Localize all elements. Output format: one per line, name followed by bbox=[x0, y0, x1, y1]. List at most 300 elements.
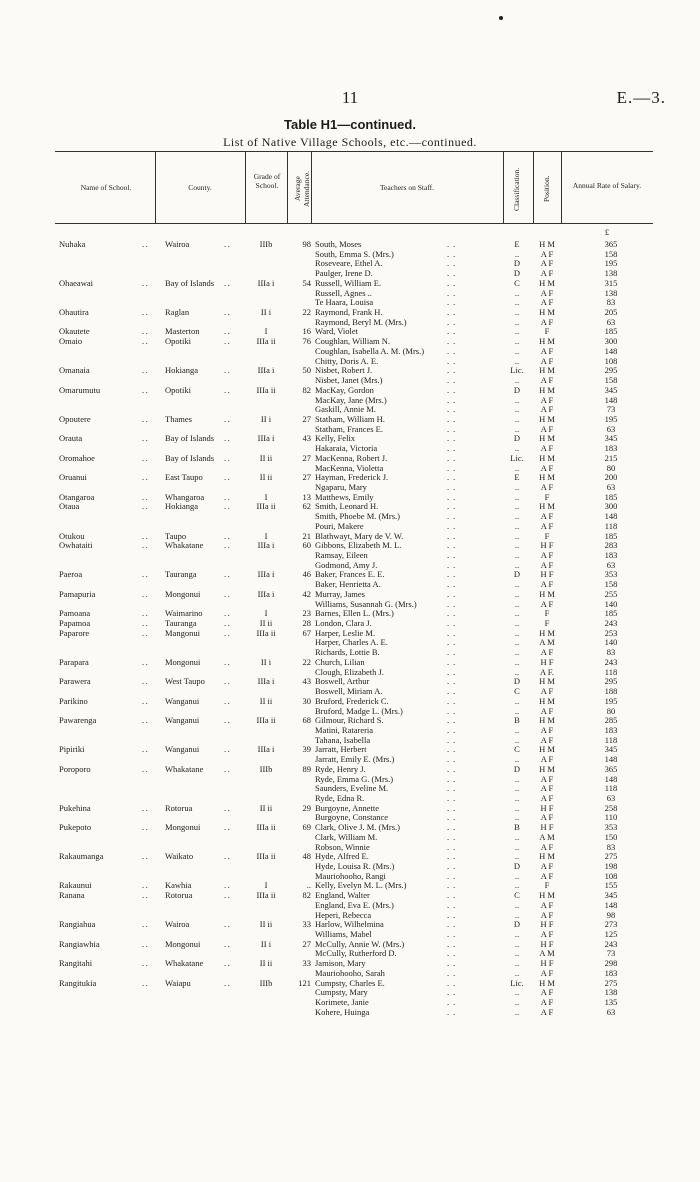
dot-leader: .. bbox=[447, 773, 460, 784]
classification: Lic. bbox=[510, 452, 524, 463]
dot-leader: .. bbox=[224, 890, 232, 901]
teacher-name: Smith, Phoebe M. (Mrs.) bbox=[315, 511, 400, 522]
dot-leader: .. bbox=[447, 987, 460, 998]
classification: D bbox=[513, 258, 521, 269]
position: H F bbox=[540, 540, 554, 551]
salary: 345 bbox=[604, 890, 618, 901]
classification: .. bbox=[514, 481, 520, 492]
position: A F bbox=[540, 423, 554, 434]
teacher-name: Godmond, Amy J. bbox=[315, 559, 378, 570]
dot-leader: .. bbox=[224, 501, 232, 512]
classification: .. bbox=[514, 530, 520, 541]
teacher-name: England, Eva E. (Mrs.) bbox=[315, 899, 394, 910]
dot-leader: .. bbox=[447, 792, 460, 803]
salary: 98 bbox=[606, 909, 616, 920]
salary: 275 bbox=[604, 977, 618, 988]
county: Wairoa bbox=[165, 919, 190, 930]
table-title: Table H1—continued. bbox=[284, 117, 416, 132]
position: A F bbox=[540, 375, 554, 386]
dot-leader: .. bbox=[224, 472, 232, 483]
table-subtitle: List of Native Village Schools, etc.—continued. bbox=[223, 135, 477, 149]
classification: .. bbox=[514, 724, 520, 735]
classification: .. bbox=[514, 734, 520, 745]
position: A F bbox=[540, 909, 554, 920]
dot-leader: .. bbox=[142, 501, 150, 512]
dot-leader: .. bbox=[224, 880, 232, 891]
salary: 63 bbox=[606, 559, 616, 570]
dot-leader: .. bbox=[224, 919, 232, 930]
county: Mangonui bbox=[165, 627, 200, 638]
teacher-name: MacKenna, Violetta bbox=[315, 462, 384, 473]
salary: 205 bbox=[604, 307, 618, 318]
dot-leader: .. bbox=[447, 316, 460, 327]
teacher-name: Saunders, Eveline M. bbox=[315, 783, 389, 794]
grade: II ii bbox=[259, 472, 273, 483]
dot-leader: .. bbox=[224, 851, 232, 862]
salary: 118 bbox=[604, 734, 618, 745]
dot-leader: .. bbox=[447, 423, 460, 434]
average-attendance: 54 bbox=[302, 277, 311, 288]
position: H M bbox=[539, 890, 555, 901]
county: Whakatane bbox=[165, 958, 204, 969]
average-attendance: 43 bbox=[302, 676, 311, 687]
teacher-name: Williams, Mabel bbox=[315, 929, 372, 940]
header-bottom-rule bbox=[55, 223, 653, 224]
dot-leader: .. bbox=[447, 248, 460, 259]
position: H M bbox=[539, 715, 555, 726]
position: A F bbox=[540, 705, 554, 716]
classification: .. bbox=[514, 754, 520, 765]
county: Whakatane bbox=[165, 763, 204, 774]
position: A F bbox=[540, 268, 554, 279]
table-body bbox=[55, 240, 653, 1018]
county: Hokianga bbox=[165, 365, 199, 376]
classification: .. bbox=[514, 695, 520, 706]
classification: .. bbox=[514, 423, 520, 434]
grade: IIIa ii bbox=[256, 501, 276, 512]
classification: .. bbox=[514, 783, 520, 794]
average-attendance: 60 bbox=[302, 540, 311, 551]
salary: 300 bbox=[604, 501, 618, 512]
grade: II i bbox=[260, 656, 272, 667]
header-classification: Classification. bbox=[512, 167, 521, 211]
salary: 135 bbox=[604, 997, 618, 1008]
school-name: Pukehina bbox=[59, 802, 91, 813]
classification: C bbox=[514, 686, 520, 697]
average-attendance: 23 bbox=[302, 608, 311, 619]
salary: 125 bbox=[604, 929, 618, 940]
county: Wairoa bbox=[165, 239, 190, 249]
school-name: Otukou bbox=[59, 530, 85, 541]
position: H M bbox=[539, 277, 555, 288]
classification: .. bbox=[514, 929, 520, 940]
salary: 243 bbox=[604, 938, 618, 949]
dot-leader: .. bbox=[447, 277, 460, 288]
teacher-name: Baker, Henrietta A. bbox=[315, 579, 381, 590]
county: Bay of Islands bbox=[165, 452, 215, 463]
position: H F bbox=[540, 656, 554, 667]
dot-leader: .. bbox=[447, 958, 460, 969]
dot-leader: .. bbox=[447, 579, 460, 590]
classification: .. bbox=[514, 831, 520, 842]
position: H M bbox=[539, 763, 555, 774]
salary: 148 bbox=[604, 345, 618, 356]
school-name: Ohaeawai bbox=[59, 277, 93, 288]
teacher-name: Kelly, Evelyn M. L. (Mrs.) bbox=[315, 880, 407, 891]
salary: 148 bbox=[604, 511, 618, 522]
dot-leader: .. bbox=[447, 676, 460, 687]
dot-leader: .. bbox=[447, 375, 460, 386]
position: H M bbox=[539, 501, 555, 512]
position: F bbox=[544, 618, 550, 629]
classification: E bbox=[514, 239, 520, 249]
dot-leader: .. bbox=[142, 802, 150, 813]
teacher-name: Kohere, Huinga bbox=[315, 1006, 370, 1017]
teacher-name: Burgoyne, Constance bbox=[315, 812, 389, 823]
average-attendance: 76 bbox=[302, 336, 311, 347]
teacher-name: Boswell, Miriam A. bbox=[315, 686, 383, 697]
dot-leader: .. bbox=[142, 239, 150, 249]
classification: .. bbox=[514, 938, 520, 949]
dot-leader: .. bbox=[447, 511, 460, 522]
dot-leader: .. bbox=[224, 307, 232, 318]
salary: 185 bbox=[604, 608, 618, 619]
dot-leader: .. bbox=[447, 841, 460, 852]
teacher-name: Statham, Frances E. bbox=[315, 423, 383, 434]
position: A F bbox=[540, 899, 554, 910]
dot-leader: .. bbox=[447, 307, 460, 318]
salary: 315 bbox=[604, 277, 618, 288]
salary: 73 bbox=[606, 404, 616, 415]
county: Wanganui bbox=[165, 744, 200, 755]
dot-leader: .. bbox=[224, 384, 232, 395]
salary: 188 bbox=[604, 686, 618, 697]
position: A F bbox=[540, 559, 554, 570]
salary: 253 bbox=[604, 627, 618, 638]
position: A F bbox=[540, 598, 554, 609]
average-attendance: 29 bbox=[302, 802, 311, 813]
county: Mongonui bbox=[165, 822, 201, 833]
salary: 353 bbox=[604, 569, 618, 580]
salary: 80 bbox=[606, 705, 616, 716]
grade: IIIa ii bbox=[256, 627, 276, 638]
average-attendance: 43 bbox=[302, 433, 311, 444]
dot-leader: .. bbox=[224, 627, 232, 638]
salary: 138 bbox=[604, 287, 618, 298]
school-name: Paparore bbox=[59, 627, 90, 638]
salary: 148 bbox=[604, 754, 618, 765]
header-school-name: Name of School. bbox=[80, 183, 132, 192]
teacher-name: Te Haara, Louisa bbox=[315, 297, 374, 308]
dot-leader: .. bbox=[224, 656, 232, 667]
dot-leader: .. bbox=[447, 899, 460, 910]
average-attendance: 48 bbox=[302, 851, 311, 862]
average-attendance: 121 bbox=[298, 977, 311, 988]
classification: .. bbox=[514, 336, 520, 347]
county: Waikato bbox=[165, 851, 194, 862]
salary: 365 bbox=[604, 763, 618, 774]
teacher-name: Jarratt, Herbert bbox=[315, 744, 367, 755]
position: H M bbox=[539, 627, 555, 638]
salary: 183 bbox=[604, 443, 618, 454]
teacher-name: Kelly, Felix bbox=[315, 433, 356, 444]
school-name: Rangitukia bbox=[59, 977, 97, 988]
table-row bbox=[55, 1008, 653, 1018]
salary: 138 bbox=[604, 268, 618, 279]
position: A F bbox=[540, 870, 554, 881]
classification: .. bbox=[514, 443, 520, 454]
teacher-name: Clark, William M. bbox=[315, 831, 378, 842]
teacher-name: Ryde, Henry J. bbox=[315, 763, 366, 774]
salary: 295 bbox=[604, 676, 618, 687]
salary: 183 bbox=[604, 967, 618, 978]
classification: .. bbox=[514, 287, 520, 298]
classification: .. bbox=[514, 520, 520, 531]
average-attendance: 50 bbox=[302, 365, 311, 376]
dot-leader: .. bbox=[447, 861, 460, 871]
grade: I bbox=[264, 880, 268, 891]
position: A F bbox=[540, 724, 554, 735]
grade: IIIa i bbox=[257, 540, 275, 551]
dot-leader: .. bbox=[447, 870, 460, 881]
salary: 148 bbox=[604, 773, 618, 784]
salary: 63 bbox=[606, 423, 616, 434]
classification: .. bbox=[514, 841, 520, 852]
grade: IIIa ii bbox=[256, 336, 276, 347]
position: A F bbox=[540, 783, 554, 794]
school-name: Poroporo bbox=[59, 763, 91, 774]
average-attendance: 33 bbox=[302, 919, 311, 930]
teacher-name: Korimete, Janie bbox=[315, 997, 369, 1008]
dot-leader: .. bbox=[447, 812, 460, 823]
county: Bay of Islands bbox=[165, 433, 215, 444]
county: Kawhia bbox=[165, 880, 192, 891]
position: H M bbox=[539, 676, 555, 687]
grade: II ii bbox=[259, 958, 273, 969]
classification: .. bbox=[514, 656, 520, 667]
salary: 73 bbox=[606, 948, 616, 959]
grade: II i bbox=[260, 938, 272, 949]
teacher-name: Boswell, Arthur bbox=[315, 676, 370, 687]
classification: D bbox=[513, 268, 521, 279]
dot-leader: .. bbox=[447, 384, 460, 395]
school-name: Parapara bbox=[59, 656, 89, 667]
dot-leader: .. bbox=[142, 569, 150, 580]
teacher-name: Pouri, Makere bbox=[315, 520, 364, 531]
teacher-name: Jamison, Mary bbox=[315, 958, 366, 969]
grade: I bbox=[264, 530, 268, 541]
position: A F bbox=[540, 773, 554, 784]
school-name: Otaua bbox=[59, 501, 80, 512]
classification: .. bbox=[514, 559, 520, 570]
dot-leader: .. bbox=[224, 802, 232, 813]
position: H F bbox=[540, 822, 554, 833]
salary: 200 bbox=[604, 472, 618, 483]
dot-leader: .. bbox=[224, 239, 232, 249]
salary: 185 bbox=[604, 326, 618, 337]
dot-leader: .. bbox=[447, 345, 460, 356]
classification: .. bbox=[514, 297, 520, 308]
dot-leader: .. bbox=[224, 336, 232, 347]
school-name: Okautete bbox=[59, 326, 90, 337]
dot-leader: .. bbox=[447, 443, 460, 454]
teacher-name: Williams, Susannah G. (Mrs.) bbox=[315, 598, 417, 609]
salary: 183 bbox=[604, 724, 618, 735]
dot-leader: .. bbox=[447, 559, 460, 570]
dot-leader: .. bbox=[447, 462, 460, 473]
classification: D bbox=[513, 384, 521, 395]
salary: 258 bbox=[604, 802, 618, 813]
dot-leader: .. bbox=[447, 967, 460, 978]
teacher-name: MacKenna, Robert J. bbox=[315, 452, 388, 463]
average-attendance: 27 bbox=[302, 938, 311, 949]
teacher-name: Coughlan, Isabella A. M. (Mrs.) bbox=[315, 345, 425, 356]
dot-leader: .. bbox=[142, 588, 150, 599]
column-divider bbox=[287, 151, 288, 223]
dot-leader: .. bbox=[142, 277, 150, 288]
dot-leader: .. bbox=[447, 588, 460, 599]
classification: D bbox=[513, 919, 521, 930]
teacher-name: Ramsay, Eileen bbox=[315, 550, 368, 560]
classification: .. bbox=[514, 647, 520, 658]
teacher-name: Tahana, Isabella bbox=[315, 734, 371, 745]
teacher-name: Nisbet, Janet (Mrs.) bbox=[315, 375, 383, 386]
dot-leader: .. bbox=[447, 919, 460, 930]
dot-leader: .. bbox=[142, 715, 150, 726]
dot-leader: .. bbox=[447, 336, 460, 347]
position: H M bbox=[539, 744, 555, 755]
dot-leader: .. bbox=[447, 929, 460, 940]
dot-leader: .. bbox=[224, 326, 232, 337]
grade: IIIa i bbox=[257, 365, 275, 376]
teacher-name: Clark, Olive J. M. (Mrs.) bbox=[315, 822, 400, 833]
dot-leader: .. bbox=[447, 618, 460, 629]
position: A F bbox=[540, 734, 554, 745]
classification: .. bbox=[514, 967, 520, 978]
classification: B bbox=[514, 822, 520, 833]
dot-leader: .. bbox=[142, 413, 150, 424]
average-attendance: 42 bbox=[302, 588, 311, 599]
salary: 195 bbox=[604, 413, 618, 424]
grade: II ii bbox=[259, 695, 273, 706]
column-divider bbox=[245, 151, 246, 223]
salary: 345 bbox=[604, 433, 618, 444]
classification: .. bbox=[514, 316, 520, 327]
classification: .. bbox=[514, 579, 520, 590]
classification: .. bbox=[514, 958, 520, 969]
dot-leader: .. bbox=[447, 452, 460, 463]
dot-leader: .. bbox=[142, 365, 150, 376]
teacher-name: Smith, Leonard H. bbox=[315, 501, 379, 512]
salary: 298 bbox=[604, 958, 618, 969]
dot-leader: .. bbox=[447, 1006, 460, 1017]
dot-leader: .. bbox=[447, 491, 460, 502]
grade: IIIa ii bbox=[256, 890, 276, 901]
school-name: Opoutere bbox=[59, 413, 91, 424]
dot-leader: .. bbox=[142, 452, 150, 463]
grade: IIIa i bbox=[257, 676, 275, 687]
dot-leader: .. bbox=[447, 909, 460, 920]
position: H F bbox=[540, 919, 554, 930]
classification: .. bbox=[514, 666, 520, 677]
teacher-name: McCully, Annie W. (Mrs.) bbox=[315, 938, 405, 949]
county: West Taupo bbox=[165, 676, 205, 687]
county: Waimarino bbox=[165, 608, 203, 619]
dot-leader: .. bbox=[447, 822, 460, 833]
school-name: Orauta bbox=[59, 433, 83, 444]
school-name: Parawera bbox=[59, 676, 91, 687]
classification: E bbox=[514, 472, 520, 483]
dot-leader: .. bbox=[447, 637, 460, 648]
average-attendance: 21 bbox=[302, 530, 311, 541]
school-name: Rakaunui bbox=[59, 880, 92, 891]
position: H M bbox=[539, 384, 555, 395]
salary: 345 bbox=[604, 384, 618, 395]
dot-leader: .. bbox=[447, 404, 460, 415]
school-name: Omarumutu bbox=[59, 384, 101, 395]
dot-leader: .. bbox=[447, 481, 460, 492]
dot-leader: .. bbox=[224, 491, 232, 502]
position: H M bbox=[539, 472, 555, 483]
school-name: Ohautira bbox=[59, 307, 89, 318]
position: H F bbox=[540, 802, 554, 813]
classification: .. bbox=[514, 413, 520, 424]
teacher-name: Matthews, Emily bbox=[315, 491, 374, 502]
position: A F. bbox=[540, 666, 554, 677]
salary: 108 bbox=[604, 355, 618, 366]
salary: 63 bbox=[606, 481, 616, 492]
salary: 83 bbox=[606, 297, 616, 308]
dot-leader: .. bbox=[224, 676, 232, 687]
dot-leader: .. bbox=[224, 540, 232, 551]
school-name: Rakaumanga bbox=[59, 851, 104, 862]
dot-leader: .. bbox=[142, 695, 150, 706]
teacher-name: London, Clara J. bbox=[315, 618, 372, 629]
salary: 183 bbox=[604, 550, 618, 560]
classification: D bbox=[513, 763, 521, 774]
dot-leader: .. bbox=[447, 851, 460, 862]
header-grade: Grade of School. bbox=[253, 172, 281, 190]
position: A F bbox=[540, 520, 554, 531]
dot-leader: .. bbox=[447, 695, 460, 706]
average-attendance: 28 bbox=[302, 618, 311, 629]
grade: IIIa i bbox=[257, 569, 275, 580]
dot-leader: .. bbox=[142, 851, 150, 862]
grade: II ii bbox=[259, 452, 273, 463]
salary: 83 bbox=[606, 841, 616, 852]
position: A F bbox=[540, 316, 554, 327]
header-attendance: Average Attendance. bbox=[293, 170, 311, 208]
average-attendance: 22 bbox=[302, 307, 311, 318]
teacher-name: Heperi, Rebecca bbox=[315, 909, 372, 920]
salary: 158 bbox=[604, 375, 618, 386]
dot-leader: .. bbox=[447, 268, 460, 279]
dot-leader: .. bbox=[447, 715, 460, 726]
teacher-name: Cumpsty, Mary bbox=[315, 987, 368, 998]
salary: 155 bbox=[604, 880, 618, 891]
position: A F bbox=[540, 841, 554, 852]
classification: .. bbox=[514, 394, 520, 405]
dot-leader: .. bbox=[447, 656, 460, 667]
teacher-name: Russell, William E. bbox=[315, 277, 382, 288]
classification: C bbox=[514, 890, 520, 901]
dot-leader: .. bbox=[224, 530, 232, 541]
teacher-name: Raymond, Frank H. bbox=[315, 307, 383, 318]
dot-leader: .. bbox=[447, 394, 460, 405]
teacher-name: Raymond, Beryl M. (Mrs.) bbox=[315, 316, 407, 327]
average-attendance: 68 bbox=[302, 715, 311, 726]
dot-leader: .. bbox=[447, 413, 460, 424]
